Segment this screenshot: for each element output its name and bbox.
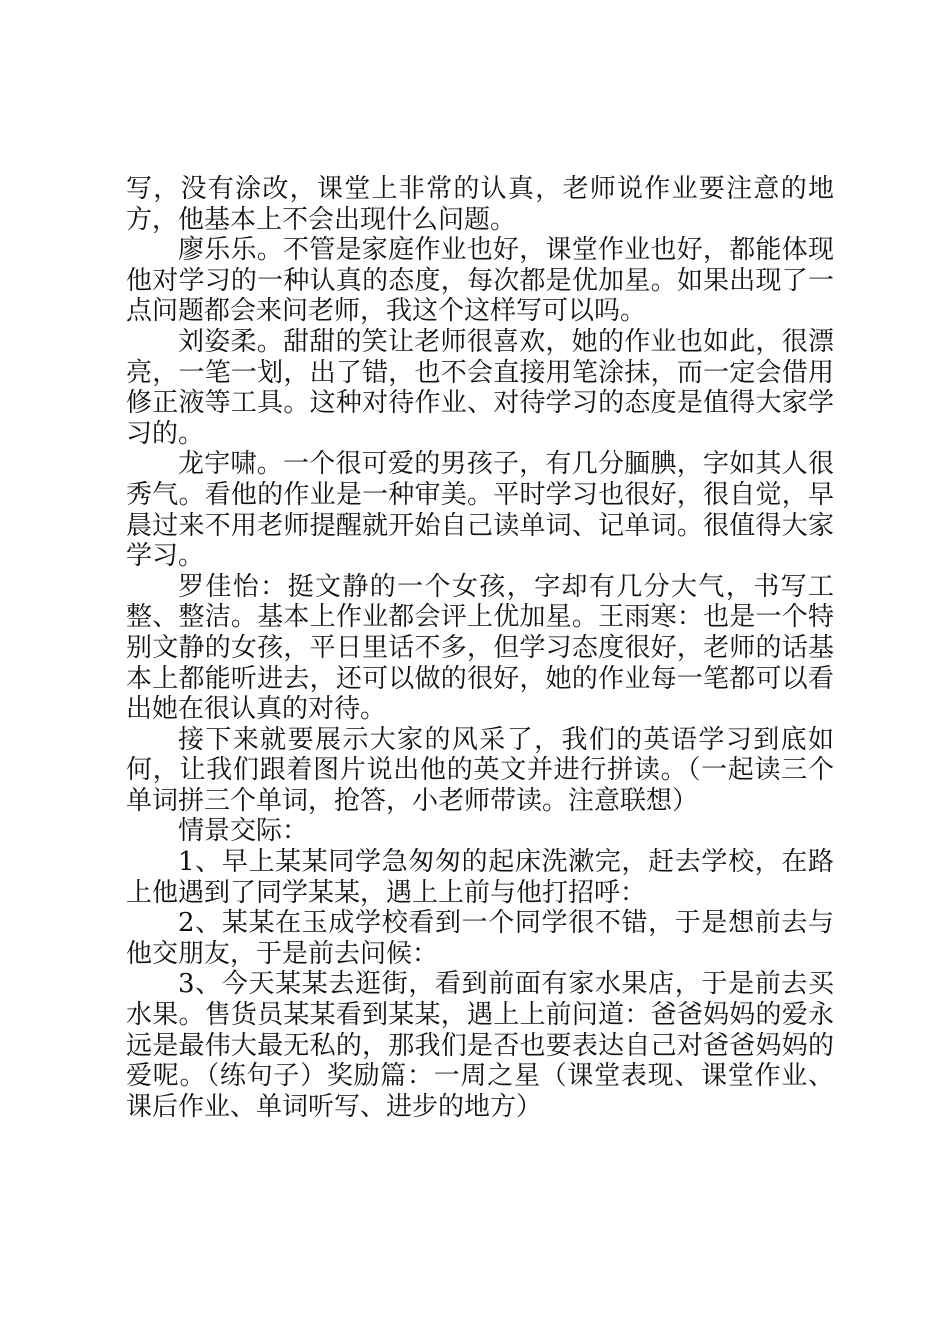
paragraph-situation-3: 3、今天某某去逛街，看到前面有家水果店，于是前去买水果。售货员某某看到某某，遇上上前问道：爸爸妈妈的爱永远是最伟大最无私的，那我们是否也要表达自己对爸爸妈妈的爱呢。（练句子）奖励篇：一周之星（课堂表现、课堂作业、课后作业、单词听写、进步的地方） [126, 969, 834, 1122]
paragraph-long-yuxiao: 龙宇啸。一个很可爱的男孩子，有几分腼腆，字如其人很秀气。看他的作业是一种审美。平时学习也很好，很自觉，早晨过来不用老师提醒就开始自己读单词、记单词。很值得大家学习。 [126, 449, 834, 572]
paragraph-continued-evaluation: 写，没有涂改，课堂上非常的认真，老师说作业要注意的地方，他基本上不会出现什么问题。 [126, 174, 834, 235]
paragraph-situation-2: 2、某某在玉成学校看到一个同学很不错，于是想前去与他交朋友，于是前去问候： [126, 908, 834, 969]
paragraph-english-showcase: 接下来就要展示大家的风采了，我们的英语学习到底如何，让我们跟着图片说出他的英文并进行拼读。（一起读三个单词拼三个单词，抢答，小老师带读。注意联想） [126, 724, 834, 816]
document-body [126, 174, 834, 1122]
paragraph-situation-heading: 情景交际： [178, 816, 309, 847]
paragraph-situation-1: 1、早上某某同学急匆匆的起床洗漱完，赶去学校，在路上他遇到了同学某某，遇上上前与他打招呼： [126, 847, 834, 908]
paragraph-luo-jiayi: 罗佳怡：挺文静的一个女孩，字却有几分大气，书写工整、整洁。基本上作业都会评上优加星。王雨寒：也是一个特别文静的女孩，平日里话不多，但学习态度很好，老师的话基本上都能听进去，还可以做的很好，她的作业每一笔都可以看出她在很认真的对待。 [126, 571, 834, 725]
paragraph-liu-zirou: 刘姿柔。甜甜的笑让老师很喜欢，她的作业也如此，很漂亮，一笔一划，出了错，也不会直接用笔涂抹，而一定会借用修正液等工具。这种对待作业、对待学习的态度是值得大家学习的。 [126, 326, 834, 449]
paragraph-liao-lele: 廖乐乐。不管是家庭作业也好，课堂作业也好，都能体现他对学习的一种认真的态度，每次都是优加星。如果出现了一点问题都会来问老师，我这个这样写可以吗。 [126, 235, 834, 327]
